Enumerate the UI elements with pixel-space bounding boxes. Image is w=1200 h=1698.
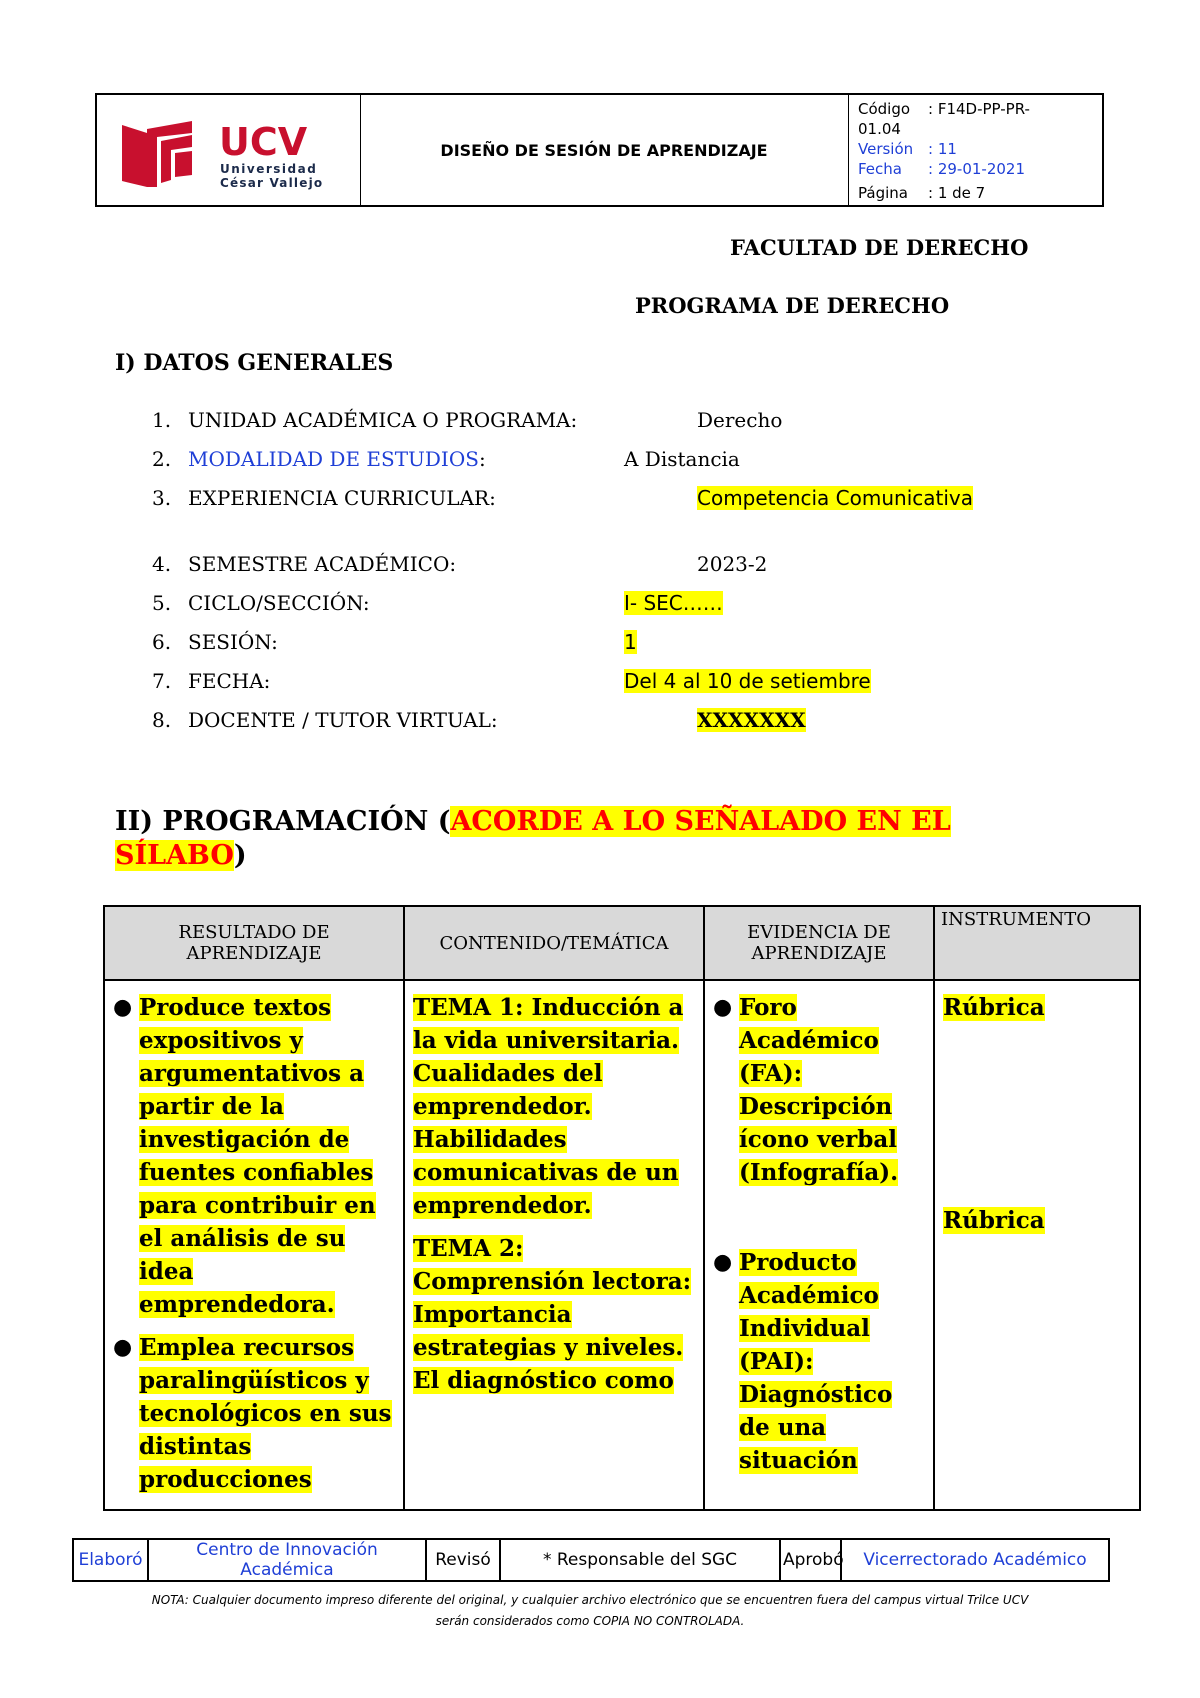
list-item-experiencia bbox=[152, 486, 1052, 514]
aprobo-value: Vicerrectorado Académico bbox=[841, 1539, 1109, 1581]
item-label: SEMESTRE ACADÉMICO: bbox=[188, 552, 457, 576]
item-value: 1 bbox=[624, 630, 637, 654]
resultado-text-1: Produce textos expositivos y argumentativos a partir de la investigación de fuentes confiables para contribuir en el análisis de su idea emprendedora. bbox=[139, 994, 376, 1318]
programa-title: PROGRAMA DE DERECHO bbox=[635, 293, 950, 318]
bullet-icon: ● bbox=[713, 1249, 733, 1275]
pagina-value: : 1 de 7 bbox=[928, 184, 986, 202]
fecha-value: : 29-01-2021 bbox=[928, 160, 1025, 178]
aprobo-label: Aprobó bbox=[780, 1539, 841, 1581]
footer-row bbox=[73, 1539, 1109, 1581]
item-value: Competencia Comunicativa bbox=[697, 486, 974, 510]
doc-meta-cell bbox=[848, 95, 1102, 205]
cell-resultado bbox=[104, 980, 404, 1510]
item-label: CICLO/SECCIÓN: bbox=[188, 591, 370, 615]
section-programacion-highlight-2: SÍLABO bbox=[115, 840, 234, 871]
col-header-resultado: RESULTADO DE APRENDIZAJE bbox=[104, 906, 404, 980]
cell-instrumento bbox=[934, 980, 1140, 1510]
version-label: Versión bbox=[858, 140, 914, 158]
item-number: 8. bbox=[152, 708, 172, 732]
section-programacion bbox=[115, 805, 1015, 873]
approval-footer bbox=[72, 1538, 1110, 1582]
section-programacion-highlight: ACORDE A LO SEÑALADO EN EL bbox=[450, 806, 951, 837]
bullet-icon: ● bbox=[113, 1334, 133, 1360]
item-number: 4. bbox=[152, 552, 172, 576]
item-value: XXXXXXX bbox=[697, 708, 806, 732]
list-item-ciclo bbox=[152, 591, 1052, 619]
table-row bbox=[104, 980, 1140, 1510]
item-label: UNIDAD ACADÉMICA O PROGRAMA: bbox=[188, 408, 578, 432]
item-value: 2023-2 bbox=[697, 552, 768, 576]
list-item bbox=[713, 1246, 925, 1477]
col-header-contenido: CONTENIDO/TEMÁTICA bbox=[404, 906, 704, 980]
col-header-instrumento: INSTRUMENTO bbox=[934, 906, 1140, 980]
section-programacion-prefix: II) PROGRAMACIÓN ( bbox=[115, 806, 451, 837]
col-header-evidencia: EVIDENCIA DE APRENDIZAJE bbox=[704, 906, 934, 980]
list-item-sesion bbox=[152, 630, 1052, 658]
section-datos-generales: I) DATOS GENERALES bbox=[115, 350, 394, 376]
item-value: I- SEC…… bbox=[624, 591, 723, 615]
elaboro-value: Centro de Innovación Académica bbox=[148, 1539, 426, 1581]
list-item-semestre bbox=[152, 552, 1052, 580]
facultad-title: FACULTAD DE DERECHO bbox=[730, 235, 1029, 260]
codigo-value-cont: 01.04 bbox=[858, 120, 901, 138]
item-number: 6. bbox=[152, 630, 172, 654]
logo-subtitle-1: Universidad bbox=[220, 162, 318, 176]
list-item-unidad bbox=[152, 408, 1052, 436]
footer-note-1: NOTA: Cualquier documento impreso diferente del original, y cualquier archivo electrónico que se encuentren fuera del campus virtual Trilce UCV bbox=[151, 1593, 1029, 1607]
codigo-value: : F14D-PP-PR- bbox=[928, 100, 1030, 118]
item-label: FECHA: bbox=[188, 669, 271, 693]
list-item-modalidad bbox=[152, 447, 1052, 475]
item-label: MODALIDAD DE ESTUDIOS bbox=[188, 447, 479, 471]
bullet-icon: ● bbox=[713, 994, 733, 1020]
instrumento-text-1: Rúbrica bbox=[943, 994, 1045, 1021]
item-number: 7. bbox=[152, 669, 172, 693]
item-number: 2. bbox=[152, 447, 172, 471]
ucv-emblem bbox=[122, 121, 192, 187]
instrumento-text-2: Rúbrica bbox=[943, 1207, 1045, 1234]
item-label: DOCENTE / TUTOR VIRTUAL: bbox=[188, 708, 498, 732]
tema-2-text: TEMA 2: Comprensión lectora: Importancia estrategias y niveles. El diagnóstico como bbox=[413, 1235, 692, 1394]
list-item bbox=[113, 1331, 395, 1496]
item-number: 1. bbox=[152, 408, 172, 432]
evidencia-text-1: Foro Académico (FA): Descripción ícono verbal (Infografía). bbox=[739, 994, 899, 1186]
doc-title-cell bbox=[360, 95, 849, 205]
section-programacion-suffix: ) bbox=[233, 840, 247, 871]
item-label: EXPERIENCIA CURRICULAR: bbox=[188, 486, 496, 510]
list-item bbox=[113, 991, 395, 1321]
bullet-icon: ● bbox=[113, 994, 133, 1020]
evidencia-text-2: Producto Académico Individual (PAI): Diagnóstico de una situación bbox=[739, 1249, 893, 1474]
list-item bbox=[713, 991, 925, 1189]
document-header bbox=[95, 93, 1104, 207]
programacion-table bbox=[103, 905, 1141, 1511]
list-item-docente bbox=[152, 708, 1052, 736]
logo-wordmark: UCV bbox=[219, 120, 308, 164]
ucv-logo bbox=[97, 95, 360, 207]
footer-note-2: serán considerados como COPIA NO CONTROLADA. bbox=[435, 1614, 745, 1628]
doc-title: DISEÑO DE SESIÓN DE APRENDIZAJE bbox=[440, 140, 768, 160]
item-label: SESIÓN: bbox=[188, 630, 278, 654]
pagina-label: Página bbox=[858, 184, 908, 202]
item-label-colon: : bbox=[478, 447, 486, 471]
table-header-row bbox=[104, 906, 1140, 980]
list-item-fecha bbox=[152, 669, 1052, 697]
item-number: 3. bbox=[152, 486, 172, 510]
codigo-label: Código bbox=[858, 100, 911, 118]
resultado-text-2: Emplea recursos paralingüísticos y tecnológicos en sus distintas producciones bbox=[139, 1334, 392, 1493]
item-value: Derecho bbox=[697, 408, 783, 432]
fecha-label: Fecha bbox=[858, 160, 902, 178]
cell-contenido bbox=[404, 980, 704, 1510]
cell-evidencia bbox=[704, 980, 934, 1510]
logo-cell bbox=[97, 95, 361, 205]
tema-1-text: TEMA 1: Inducción a la vida universitaria. Cualidades del emprendedor. Habilidades comunicativas de un emprendedor. bbox=[413, 994, 684, 1219]
item-value: Del 4 al 10 de setiembre bbox=[624, 669, 871, 693]
reviso-label: Revisó bbox=[426, 1539, 500, 1581]
reviso-value: * Responsable del SGC bbox=[500, 1539, 780, 1581]
elaboro-label: Elaboró bbox=[73, 1539, 148, 1581]
version-value: : 11 bbox=[928, 140, 957, 158]
item-number: 5. bbox=[152, 591, 172, 615]
item-value: A Distancia bbox=[624, 447, 740, 471]
logo-subtitle-2: César Vallejo bbox=[220, 176, 324, 190]
